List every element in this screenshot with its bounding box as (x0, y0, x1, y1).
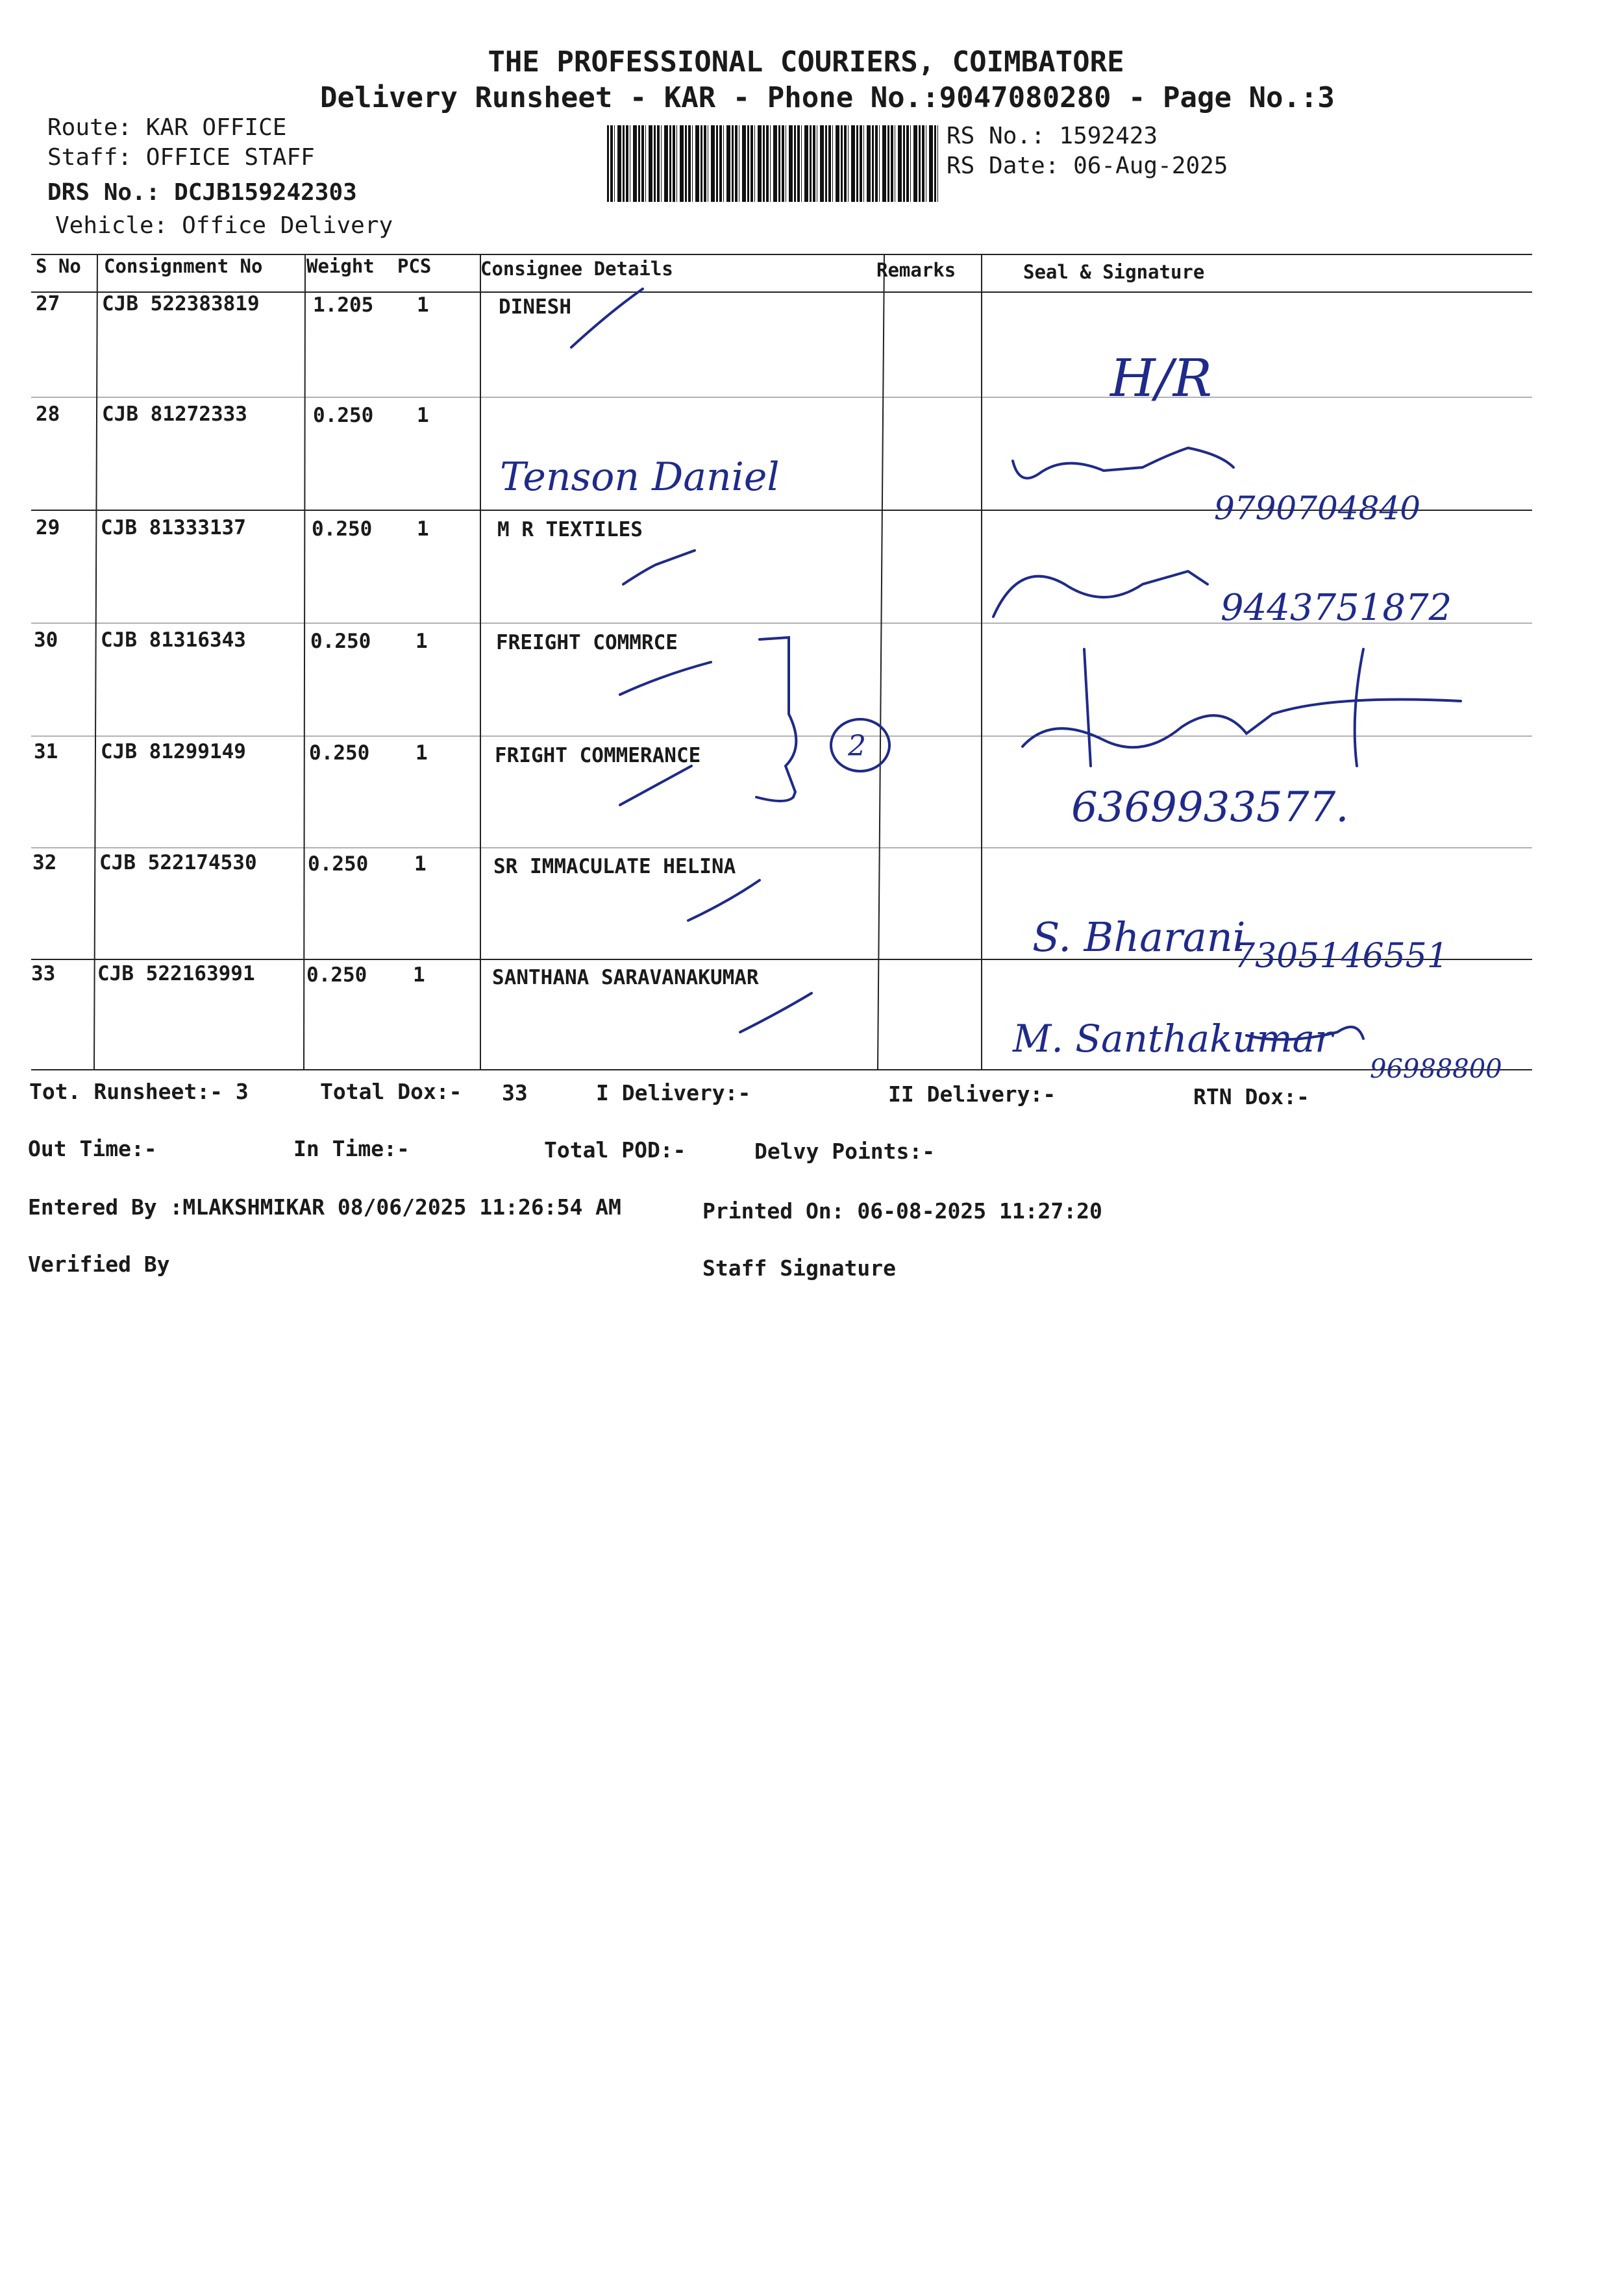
row-sno: 33 (31, 962, 56, 985)
tot-runsheet: Tot. Runsheet:- 3 (29, 1079, 249, 1104)
in-time: In Time:- (293, 1136, 410, 1161)
handwritten-name: Tenson Daniel (500, 454, 780, 500)
handwritten-phone: 6369933577. (1071, 784, 1349, 832)
entered-by: Entered By :MLAKSHMIKAR 08/06/2025 11:26:54 AM (28, 1194, 621, 1220)
row-consignment: CJB 522383819 (102, 292, 260, 315)
row-consignee: SANTHANA SARAVANAKUMAR (492, 966, 759, 989)
row-consignment: CJB 81333137 (101, 516, 246, 539)
handwritten-phone: 7305146551 (1234, 937, 1448, 976)
row-consignment: CJB 522163991 (97, 962, 255, 985)
row-pcs: 1 (414, 852, 427, 876)
bracket-mark (756, 637, 796, 801)
row-consignee: M R TEXTILES (497, 518, 643, 541)
handwritten-signature: S. Bharani (1032, 913, 1246, 961)
route-label: Route: KAR OFFICE (47, 114, 287, 141)
row-consignee: FRIGHT COMMERANCE (495, 744, 701, 767)
row-pcs: 1 (417, 293, 429, 317)
row-sno: 28 (36, 402, 60, 426)
signature-scribble (1084, 649, 1091, 766)
row-weight: 0.250 (308, 852, 369, 876)
out-time: Out Time:- (28, 1136, 157, 1161)
printed-on: Printed On: 06-08-2025 11:27:20 (702, 1198, 1102, 1224)
handwritten-annotations (0, 0, 1612, 1104)
row-sno: 30 (34, 628, 58, 652)
rs-date: RS Date: 06-Aug-2025 (947, 153, 1228, 179)
delvy-points: Delvy Points:- (754, 1139, 936, 1164)
row-pcs: 1 (415, 630, 428, 653)
runsheet-subtitle: Delivery Runsheet - KAR - Phone No.:9047080280 - Page No.:3 (320, 81, 1335, 114)
staff-signature: Staff Signature (702, 1255, 897, 1281)
rtn-dox: RTN Dox:- (1193, 1084, 1309, 1109)
verified-by: Verified By (28, 1252, 170, 1277)
row-sno: 31 (34, 740, 58, 763)
row-consignment: CJB 522174530 (99, 851, 257, 874)
row-pcs: 1 (417, 517, 429, 541)
staff-label: Staff: OFFICE STAFF (47, 144, 315, 171)
row-pcs: 1 (413, 963, 425, 987)
col-header-seal: Seal & Signature (1023, 261, 1205, 283)
row-consignment: CJB 81272333 (102, 402, 247, 426)
col-header-sno: S No (36, 255, 81, 277)
row-pcs: 1 (415, 741, 428, 765)
check-mark (740, 993, 812, 1032)
row-consignment: CJB 81299149 (101, 740, 246, 763)
row-consignment: CJB 81316343 (101, 628, 246, 652)
handwritten-phone: 9790704840 (1214, 489, 1421, 527)
company-title: THE PROFESSIONAL COURIERS, COIMBATORE (488, 45, 1124, 79)
col-header-remarks: Remarks (876, 259, 956, 281)
row-consignee: SR IMMACULATE HELINA (493, 855, 736, 878)
signature-scribble (1355, 649, 1363, 766)
col-header-consignment: Consignment No (104, 255, 263, 277)
total-dox-label: Total Dox:- (320, 1079, 462, 1104)
vehicle-label: Vehicle: Office Delivery (55, 212, 393, 239)
row-weight: 0.250 (312, 517, 373, 541)
check-mark (571, 289, 643, 347)
handwritten-signature: H/R (1110, 348, 1212, 408)
handwritten-signature: M. Santhakumar (1013, 1017, 1333, 1061)
ii-delivery: II Delivery:- (888, 1081, 1056, 1107)
row-pcs: 1 (417, 404, 429, 427)
row-sno: 32 (32, 851, 57, 874)
row-sno: 29 (36, 516, 60, 539)
handwritten-phone: 9443751872 (1221, 587, 1452, 629)
drs-number: DRS No.: DCJB159242303 (47, 179, 357, 206)
row-sno: 27 (36, 292, 60, 315)
row-weight: 0.250 (310, 630, 371, 653)
handwritten-phone: 96988800 (1370, 1054, 1502, 1084)
row-weight: 0.250 (309, 741, 370, 765)
row-consignee: FREIGHT COMMRCE (496, 631, 678, 654)
signature-scribble (993, 571, 1208, 617)
i-delivery: I Delivery:- (596, 1080, 751, 1105)
check-mark (688, 880, 760, 920)
check-mark (620, 662, 711, 695)
row-weight: 1.205 (313, 293, 374, 317)
row-consignee: DINESH (499, 295, 571, 319)
col-header-pcs: PCS (397, 255, 432, 277)
circled-number: 2 (848, 730, 866, 763)
check-mark (623, 550, 695, 584)
col-header-weight: Weight (306, 255, 375, 277)
total-dox-value: 33 (502, 1080, 528, 1105)
row-weight: 0.250 (306, 963, 367, 987)
rs-number: RS No.: 1592423 (947, 123, 1158, 149)
total-pod: Total POD:- (544, 1137, 686, 1163)
signature-scribble (1013, 448, 1234, 478)
check-mark (620, 766, 691, 805)
row-weight: 0.250 (313, 404, 374, 427)
col-header-consignee: Consignee Details (480, 258, 673, 280)
